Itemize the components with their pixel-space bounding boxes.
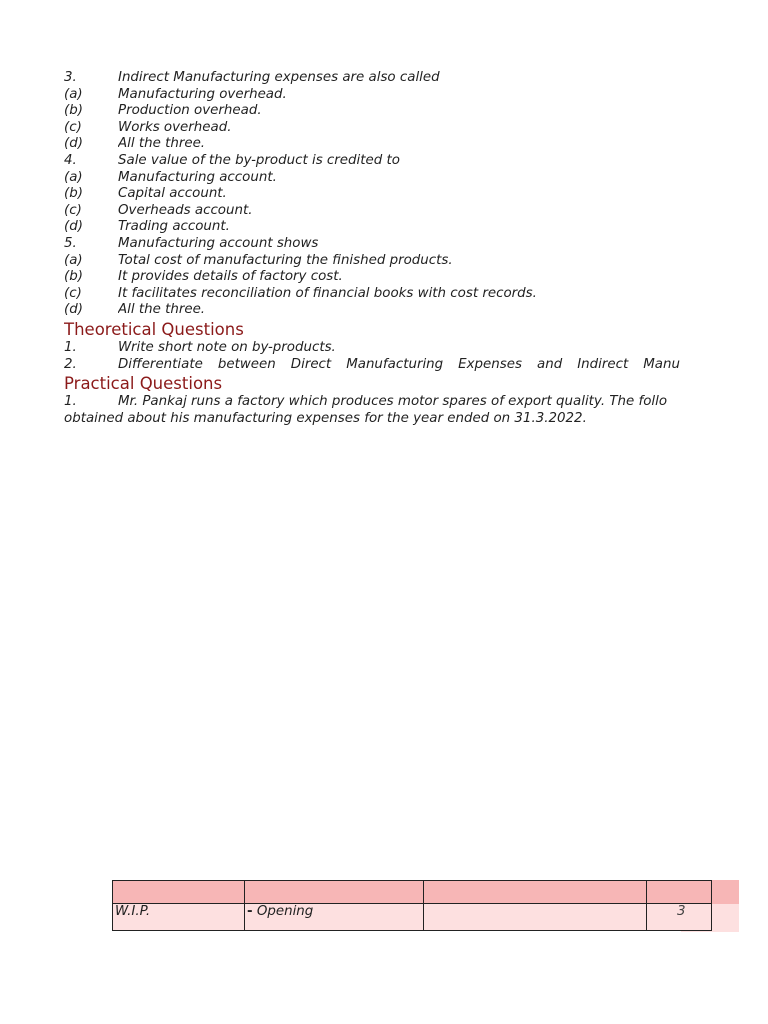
question-number: (b) [64,186,83,202]
table-cell [424,904,647,931]
mcq-line [64,219,680,236]
expenses-table-wrap [112,880,739,932]
mcq-list [64,70,680,319]
question-text: It facilitates reconciliation of financial books with cost records. [118,285,537,301]
question-number: 5. [64,235,77,251]
mcq-line [64,170,680,187]
practical-heading: Practical Questions [64,374,223,394]
mcq-line [64,120,680,137]
mcq-line [64,302,680,319]
table-row [113,904,712,931]
practical-q1-continuation: obtained about his manufacturing expenses for the year ended on 31.3.2022. [64,410,587,426]
question-text: Manufacturing account. [118,169,277,185]
question-number: 2. [64,356,77,372]
question-text: All the three. [118,302,206,318]
mcq-line [64,186,680,203]
expenses-table [112,880,712,931]
question-word: between [217,356,276,372]
question-number: 3. [64,70,77,85]
mcq-line [64,136,680,153]
theoretical-q1 [64,340,680,357]
question-word: Indirect [577,356,629,372]
question-number: (d) [64,136,83,152]
table-cell-text: Opening [252,904,314,919]
question-number: (c) [64,285,82,301]
mcq-line [64,103,680,120]
question-text: Overheads account. [118,202,253,218]
mcq-line [64,70,680,87]
question-text: It provides details of factory cost. [118,269,343,285]
question-number: (d) [64,219,83,235]
question-word: Manu [643,356,680,372]
question-word: and [537,356,563,372]
mcq-line [64,203,680,220]
question-number: 1. [64,394,77,410]
question-text: Sale value of the by-product is credited to [118,152,400,168]
question-text: Mr. Pankaj runs a factory which produces motor spares of export quality. The follo [118,394,668,410]
question-number: (a) [64,169,83,185]
mcq-line [64,236,680,253]
question-number: (d) [64,302,83,318]
question-text: Capital account. [118,186,227,202]
mcq-line [64,87,680,104]
theoretical-heading: Theoretical Questions [64,319,244,339]
mcq-line [64,253,680,270]
question-number: (b) [64,269,83,285]
mcq-line [64,286,680,303]
question-word: Expenses [458,356,522,372]
question-number: (b) [64,103,83,119]
question-text: Trading account. [118,219,230,235]
mcq-line [64,153,680,170]
question-number: (a) [64,252,83,268]
mcq-line [64,269,680,286]
question-number: (c) [64,202,82,218]
practical-q1 [64,394,680,411]
question-word: Direct [290,356,332,372]
question-text: All the three. [118,136,206,152]
question-number: 1. [64,339,77,355]
table-header-row [113,881,712,904]
question-word: Manufacturing [346,356,444,372]
question-number: (a) [64,86,83,102]
table-cell: 3 [647,904,712,931]
question-text: Works overhead. [118,119,232,135]
question-word: Differentiate [118,356,203,372]
table-cell: W.I.P. [113,904,245,931]
question-text: Indirect Manufacturing expenses are also called [118,70,440,85]
theoretical-q2 [64,357,680,374]
question-text: Manufacturing account shows [118,235,319,251]
question-text: Production overhead. [118,103,262,119]
question-number: 4. [64,152,77,168]
document-page [64,70,680,427]
question-number: (c) [64,119,82,135]
question-text: Write short note on by-products. [118,339,336,355]
table-cell: - Opening [245,904,424,931]
question-text [118,357,680,374]
question-text: Total cost of manufacturing the finished products. [118,252,453,268]
question-text: Manufacturing overhead. [118,86,287,102]
